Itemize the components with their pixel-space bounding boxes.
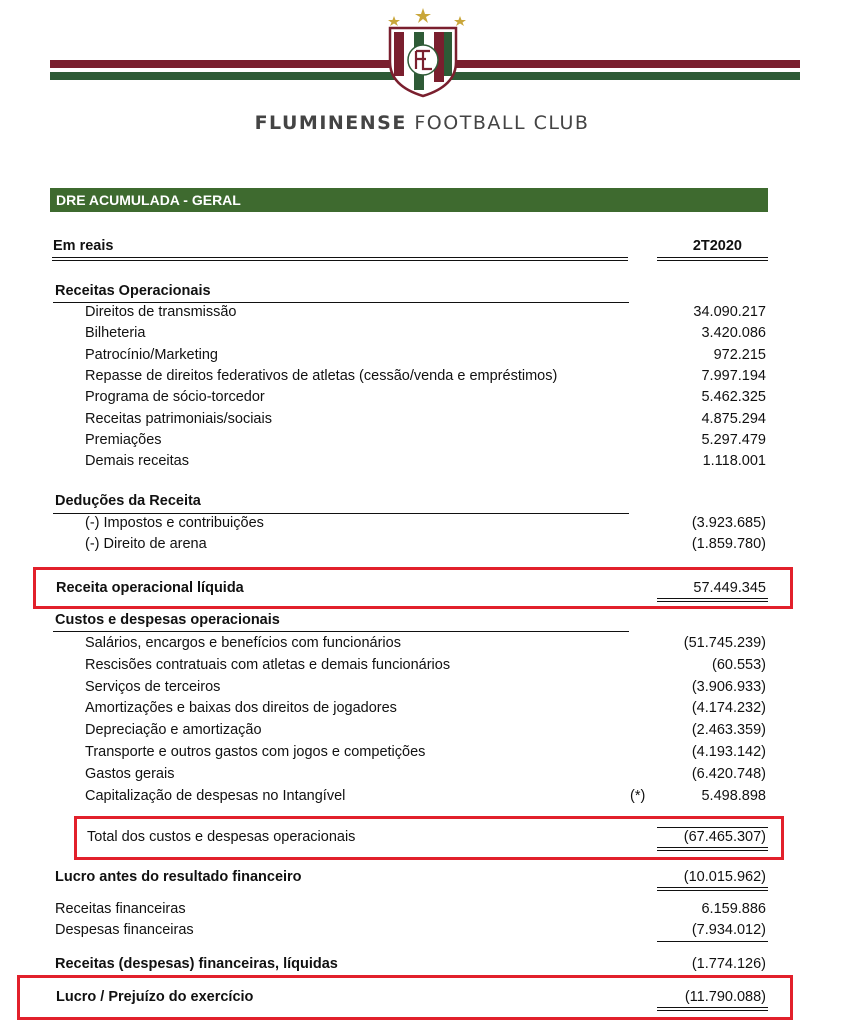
list-item <box>0 368 844 388</box>
receita-liquida-row: Receita operacional líquida 57.449.345 <box>56 580 766 596</box>
list-item <box>0 304 844 324</box>
item-value: (60.553) <box>711 656 766 673</box>
item-value: (3.906.933) <box>691 678 766 695</box>
list-item <box>0 536 844 556</box>
highlight-total-custos <box>74 816 784 860</box>
receitas-title-underline <box>53 302 629 303</box>
list-item <box>0 679 844 699</box>
item-label: Direitos de transmissão <box>85 304 237 320</box>
item-label: Serviços de terceiros <box>85 678 221 695</box>
list-item <box>0 788 844 808</box>
item-label: (-) Impostos e contribuições <box>85 515 264 531</box>
receitas-title: Receitas Operacionais <box>55 283 211 299</box>
financeiro-underline <box>657 941 768 942</box>
section-title: DRE ACUMULADA - GERAL <box>50 188 768 212</box>
item-label: Depreciação e amortização <box>85 722 262 739</box>
item-label: Capitalização de despesas no Intangível <box>85 787 346 804</box>
item-value: (1.859.780) <box>691 536 766 552</box>
list-item <box>0 325 844 345</box>
list-item <box>0 432 844 452</box>
list-item <box>0 515 844 535</box>
fluminense-crest-icon <box>388 24 458 98</box>
list-item <box>0 453 844 473</box>
list-item <box>0 389 844 409</box>
list-item <box>0 901 844 921</box>
list-item <box>0 635 844 655</box>
custos-title: Custos e despesas operacionais <box>55 612 280 628</box>
column-header <box>0 238 844 258</box>
custos-title-underline <box>53 631 629 632</box>
item-value: 5.462.325 <box>701 389 766 406</box>
highlight-receita-liquida <box>33 567 793 609</box>
column-header-label: Em reais <box>53 238 114 254</box>
item-value: 7.997.194 <box>701 367 766 384</box>
item-value: 1.118.001 <box>702 453 766 470</box>
item-label: Programa de sócio-torcedor <box>85 389 265 406</box>
highlight-lucro-exercicio <box>17 975 793 1020</box>
item-value: (6.420.748) <box>691 765 766 782</box>
column-header-period: 2T2020 <box>692 238 742 254</box>
item-label: (-) Direito de arena <box>85 536 207 552</box>
item-value: (51.745.239) <box>683 635 766 651</box>
item-label: Bilheteria <box>85 325 146 342</box>
item-note: (*) <box>630 787 646 804</box>
total-custos-row: Total dos custos e despesas operacionais (67.465.307) <box>87 829 766 845</box>
deducoes-title-underline <box>53 513 629 514</box>
list-item <box>0 347 844 367</box>
item-label: Premiações <box>85 431 162 448</box>
item-value: 972.215 <box>713 346 766 363</box>
item-label: Demais receitas <box>85 453 189 470</box>
item-label: Gastos gerais <box>85 765 175 782</box>
list-item <box>0 766 844 786</box>
list-item <box>0 700 844 720</box>
stars-icon <box>0 4 844 26</box>
item-value: (4.193.142) <box>691 744 766 760</box>
club-name: FLUMINENSE FOOTBALL CLUB <box>254 112 590 134</box>
item-value: (3.923.685) <box>691 515 766 531</box>
item-value: 5.297.479 <box>701 431 766 448</box>
item-label: Repasse de direitos federativos de atletas (cessão/venda e empréstimos) <box>85 367 558 384</box>
item-label: Amortizações e baixas dos direitos de jogadores <box>85 700 397 717</box>
financeiro-liquido-row: Receitas (despesas) financeiras, líquidas (1.774.126) <box>55 956 766 972</box>
item-value: (7.934.012) <box>691 922 766 938</box>
item-value: (4.174.232) <box>691 700 766 717</box>
list-item <box>0 922 844 942</box>
item-label: Salários, encargos e benefícios com funcionários <box>85 635 401 651</box>
item-label: Patrocínio/Marketing <box>85 346 218 363</box>
header-underline-left <box>52 257 628 261</box>
item-value: 34.090.217 <box>693 304 766 320</box>
item-value: (2.463.359) <box>691 722 766 739</box>
lucro-antes-row: Lucro antes do resultado financeiro (10.015.962) <box>55 869 766 885</box>
item-value: 6.159.886 <box>701 901 766 917</box>
list-item <box>0 744 844 764</box>
item-value: 5.498.898 <box>701 787 766 804</box>
item-label: Despesas financeiras <box>55 922 194 938</box>
item-label: Receitas patrimoniais/sociais <box>85 410 272 427</box>
list-item <box>0 411 844 431</box>
list-item <box>0 722 844 742</box>
item-label: Transporte e outros gastos com jogos e competições <box>85 744 426 760</box>
item-label: Receitas financeiras <box>55 901 186 917</box>
lucro-exercicio-row: Lucro / Prejuízo do exercício (11.790.088) <box>56 989 766 1005</box>
item-value: 4.875.294 <box>701 410 766 427</box>
item-value: 3.420.086 <box>701 325 766 342</box>
header-underline-right <box>657 257 768 261</box>
deducoes-title: Deduções da Receita <box>55 493 201 509</box>
lucro-antes-underline <box>657 887 768 891</box>
list-item <box>0 657 844 677</box>
item-label: Rescisões contratuais com atletas e demais funcionários <box>85 656 451 673</box>
